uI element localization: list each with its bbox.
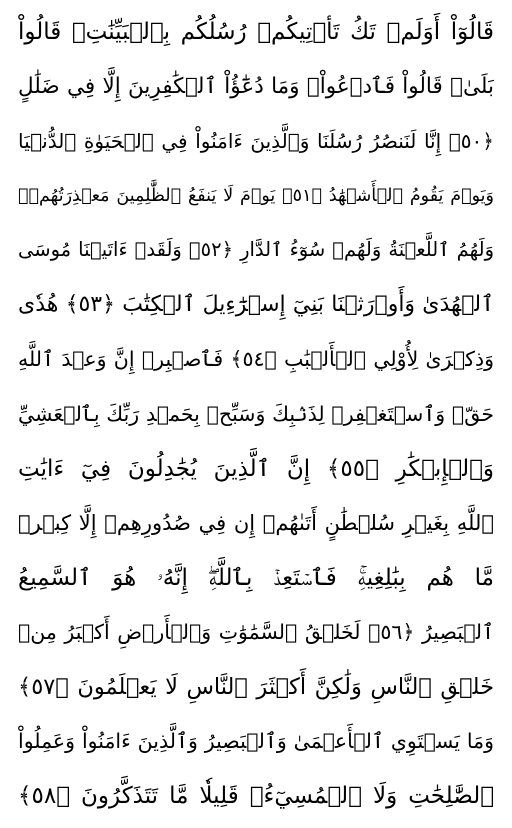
text-line-9	[18, 443, 494, 495]
text-line-13	[18, 661, 494, 713]
text-line-13-content: خَلۡقِ ٱلنَّاسِ وَلَٰكِنَّ أَكۡثَرَ ٱلنَّاسِ لَا يَعۡلَمُونَ ﴿٥٧﴾	[18, 673, 494, 700]
text-line-9-content: وَٱلۡإِبۡكَٰرِ ﴿٥٥﴾ إِنَّ ٱلَّذِينَ يُجَٰدِلُونَ فِيٓ ءَايَٰتِ	[18, 455, 494, 482]
text-line-6	[18, 279, 494, 331]
text-line-12	[18, 606, 494, 658]
text-line-11	[18, 552, 494, 604]
quran-text-block	[18, 6, 494, 822]
text-line-3-content: ﴿٥٠﴾ إِنَّا لَنَنصُرُ رُسُلَنَا وَٱلَّذِينَ ءَامَنُواْ فِي ٱلۡحَيَوٰةِ ٱلدُّنۡيَا	[18, 129, 494, 154]
text-line-2-content: بَلَىٰۚ قَالُواْ فَٱدۡعُواْۗ وَمَا دُعَٰٓؤُاْ ٱلۡكَٰفِرِينَ إِلَّا فِي ضَلَٰلٍ	[18, 73, 494, 99]
text-line-8	[18, 388, 494, 440]
text-line-5	[18, 224, 494, 276]
text-line-14-content: وَمَا يَسۡتَوِي ٱلۡأَعۡمَىٰ وَٱلۡبَصِيرُ وَٱلَّذِينَ ءَامَنُواْ وَعَمِلُواْ	[18, 729, 494, 754]
text-line-6-content: ٱلۡهُدَىٰ وَأَوۡرَثۡنَا بَنِيٓ إِسۡرَٰٓءِيلَ ٱلۡكِتَٰبَ ﴿٥٣﴾ هُدٗى	[18, 291, 494, 317]
text-line-8-content: حَقّٞ وَٱسۡتَغۡفِرۡ لِذَنۢبِكَ وَسَبِّحۡ بِحَمۡدِ رَبِّكَ بِٱلۡعَشِيِّ	[18, 401, 494, 426]
text-line-14	[18, 715, 494, 767]
text-line-4	[18, 170, 494, 222]
text-line-10-content: ٱللَّهِ بِغَيۡرِ سُلۡطَٰنٍ أَتَىٰهُمۡ إِن فِي صُدُورِهِمۡ إِلَّا كِبۡرٞ	[18, 511, 494, 536]
text-line-7-content: وَذِكۡرَىٰ لِأُوْلِي ٱلۡأَلۡبَٰبِ ﴿٥٤﴾ فَٱصۡبِرۡ إِنَّ وَعۡدَ ٱللَّهِ	[18, 347, 494, 372]
text-line-15-content: ٱلصَّٰلِحَٰتِ وَلَا ٱلۡمُسِيٓءُۚ قَلِيلٗا مَّا تَتَذَكَّرُونَ ﴿٥٨﴾	[18, 782, 494, 809]
text-line-1	[18, 6, 494, 58]
text-line-7	[18, 333, 494, 385]
text-line-10	[18, 497, 494, 549]
text-line-4-content: وَيَوۡمَ يَقُومُ ٱلۡأَشۡهَٰدُ ﴿٥١﴾ يَوۡمَ لَا يَنفَعُ ٱلظَّٰلِمِينَ مَعۡذِرَتُهُمۡۖ	[18, 185, 494, 206]
text-line-3	[18, 115, 494, 167]
text-line-15	[18, 770, 494, 822]
text-line-5-content: وَلَهُمُ ٱللَّعۡنَةُ وَلَهُمۡ سُوٓءُ ٱلدَّارِ ﴿٥٢﴾ وَلَقَدۡ ءَاتَيۡنَا مُوسَى	[18, 238, 494, 262]
text-line-2	[18, 61, 494, 113]
text-line-12-content: ٱلۡبَصِيرُ ﴿٥٦﴾ لَخَلۡقُ ٱلسَّمَٰوَٰتِ وَٱلۡأَرۡضِ أَكۡبَرُ مِنۡ	[18, 620, 494, 645]
text-line-11-content: مَّا هُم بِبَٰلِغِيهِۚ فَٱسۡتَعِذۡ بِٱللَّهِۖ إِنَّهُۥ هُوَ ٱلسَّمِيعُ	[18, 564, 494, 591]
text-line-1-content: قَالُوٓاْ أَوَلَمۡ تَكُ تَأۡتِيكُمۡ رُسُلُكُم بِٱلۡبَيِّنَٰتِۖ قَالُواْ	[18, 19, 494, 45]
